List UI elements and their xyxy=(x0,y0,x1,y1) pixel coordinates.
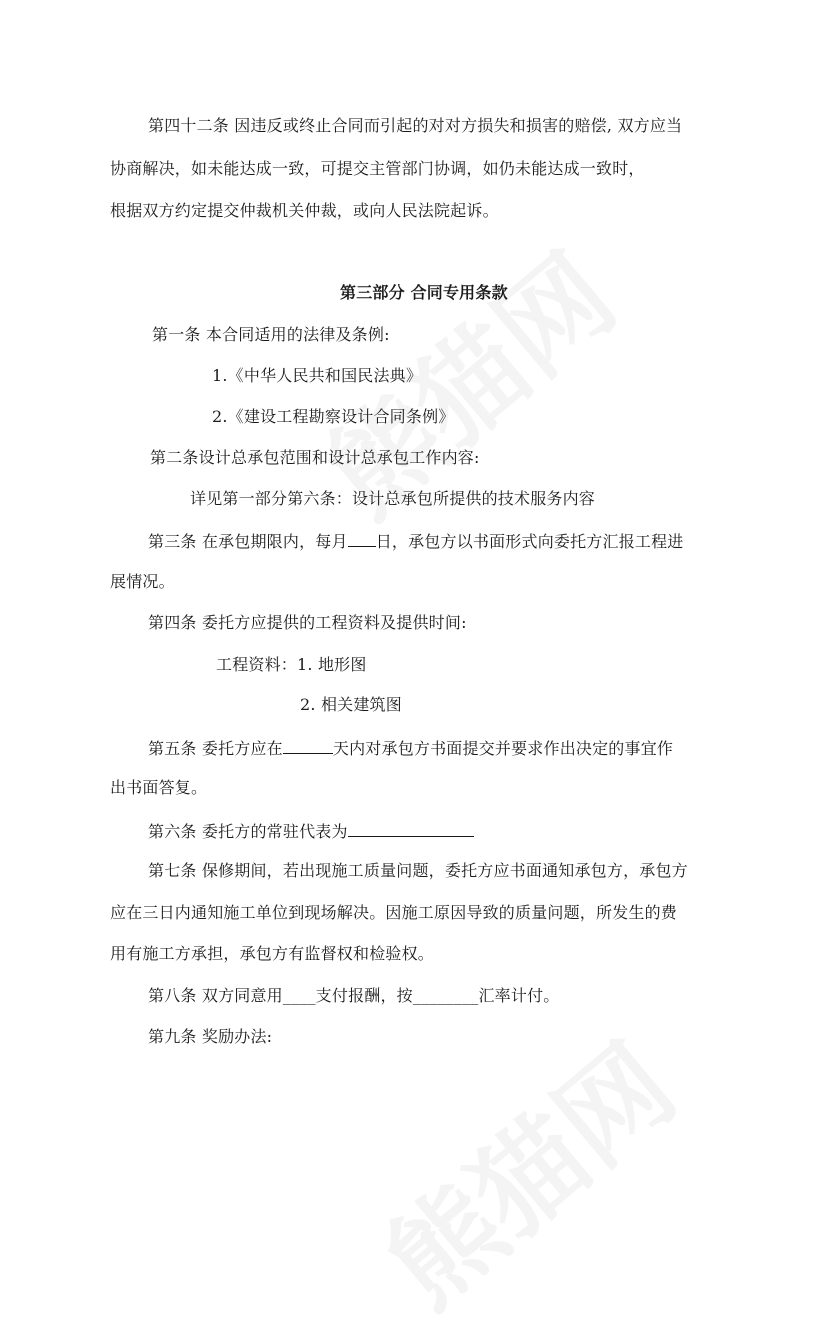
clause1-text: 第一条 本合同适用的法律及条例: xyxy=(152,325,390,344)
clause1-item1: 1.《中华人民共和国民法典》 xyxy=(212,366,423,385)
clause6-representative-blank[interactable] xyxy=(348,820,474,837)
clause6-line xyxy=(148,820,474,842)
clause7-line1: 第七条 保修期间，若出现施工质量问题，委托方应书面通知承包方，承包方 xyxy=(148,861,688,880)
clause4-item2: 2. 相关建筑图 xyxy=(300,695,402,714)
clause6-text: 第六条 委托方的常驻代表为 xyxy=(148,822,348,841)
clause3-part1: 第三条 在承包期限内，每月 xyxy=(148,532,348,551)
clause5-part2: 天内对承包方书面提交并要求作出决定的事宜作 xyxy=(332,739,674,758)
article42-line3: 根据双方约定提交仲裁机关仲裁，或向人民法院起诉。 xyxy=(110,201,499,220)
clause5-part1: 第五条 委托方应在 xyxy=(148,739,283,758)
section-title: 第三部分 合同专用条款 xyxy=(340,283,508,302)
clause3-line2: 展情况。 xyxy=(110,572,175,591)
article42-line2: 协商解决，如未能达成一致，可提交主管部门协调，如仍未能达成一致时， xyxy=(110,159,645,178)
clause4-text: 第四条 委托方应提供的工程资料及提供时间: xyxy=(148,613,467,632)
clause3-part2: 日，承包方以书面形式向委托方汇报工程进 xyxy=(375,532,684,551)
clause1-item2: 2.《建设工程勘察设计合同条例》 xyxy=(212,407,455,426)
clause5-line1 xyxy=(148,737,673,759)
clause4-item1: 工程资料：1. 地形图 xyxy=(216,655,367,674)
clause9-text: 第九条 奖励办法: xyxy=(148,1027,273,1046)
clause3-line1 xyxy=(148,530,684,552)
clause5-line2: 出书面答复。 xyxy=(110,778,208,797)
clause7-line3: 用有施工方承担，承包方有监督权和检验权。 xyxy=(110,944,435,963)
article42-line1: 第四十二条 因违反或终止合同而引起的对对方损失和损害的赔偿, 双方应当 xyxy=(148,116,683,135)
clause5-days-blank[interactable] xyxy=(283,737,333,754)
clause7-line2: 应在三日内通知施工单位到现场解决。因施工原因导致的质量问题，所发生的费 xyxy=(110,903,678,922)
watermark-bottom xyxy=(348,1002,702,1335)
clause2-text: 第二条设计总承包范围和设计总承包工作内容: xyxy=(150,448,480,467)
clause3-day-blank[interactable] xyxy=(348,530,376,547)
clause8-text: 第八条 双方同意用____支付报酬，按________汇率计付。 xyxy=(148,986,560,1005)
clause2-detail: 详见第一部分第六条：设计总承包所提供的技术服务内容 xyxy=(190,489,596,508)
